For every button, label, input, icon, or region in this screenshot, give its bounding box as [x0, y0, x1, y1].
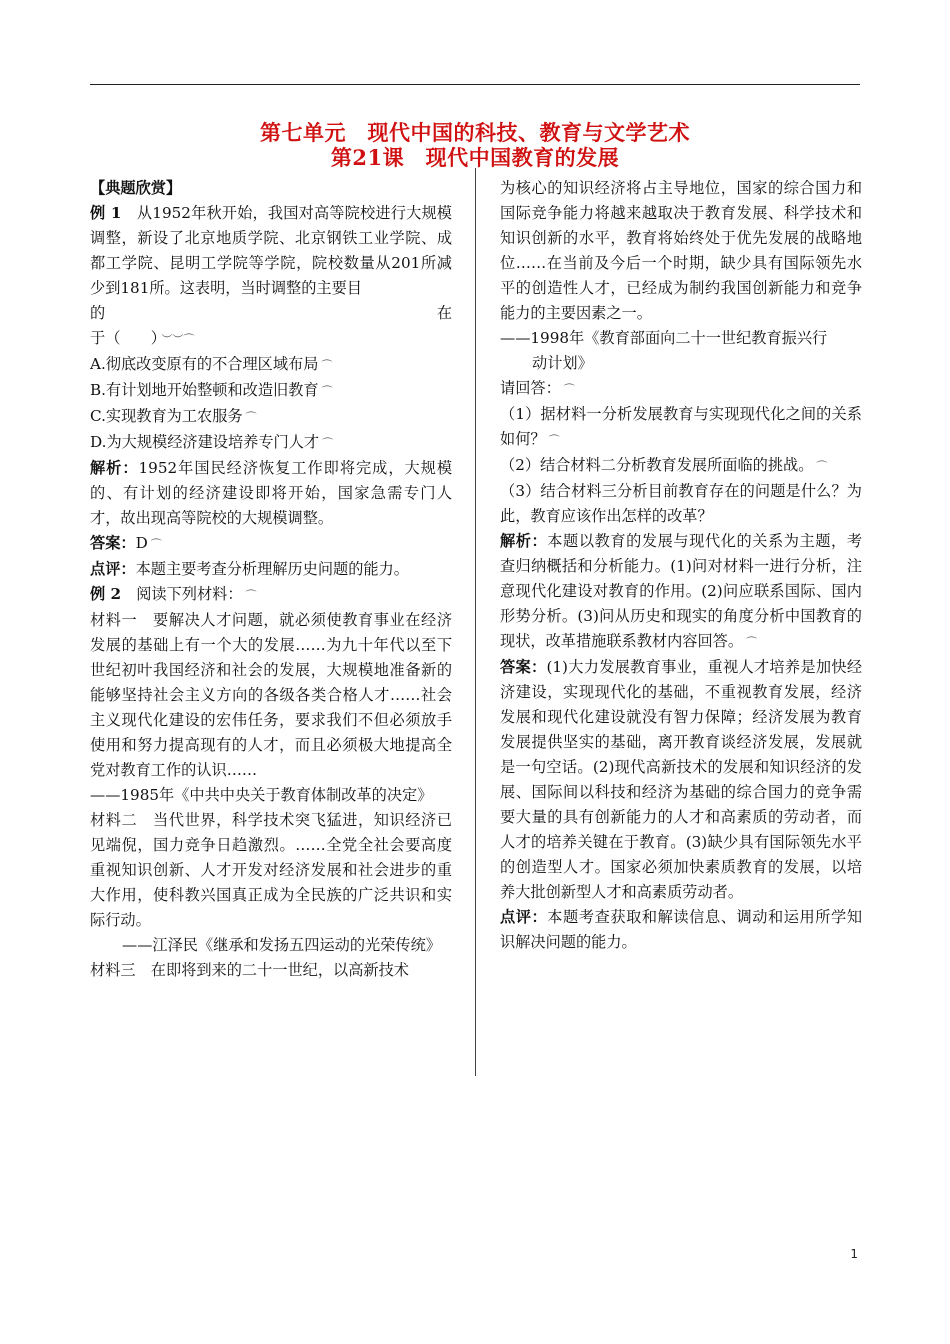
- example1-stem-spread: [90, 301, 452, 326]
- example2-comment: [500, 905, 862, 955]
- example2-label: 例 2: [90, 585, 122, 603]
- header-rule: [90, 84, 860, 85]
- example1-stem-text: 从1952年秋开始，我国对高等院校进行大规模调整，新设了北京地质学院、北京钢铁工业学院、成都工学院、昆明工学院等学院，院校数量从201所减少到181所。这表明，当时调整的主要目: [90, 204, 452, 297]
- paragraph-mark-icon: ⌒: [321, 385, 333, 398]
- question-2-text: （2）结合材料二分析教育发展所面临的挑战。: [500, 456, 814, 474]
- paragraph-mark-icon: ⌒: [245, 411, 257, 424]
- paragraph-mark-icon: ⌒: [816, 460, 828, 473]
- material-2: 材料二 当代世界，科学技术突飞猛进，知识经济已见端倪，国力竞争日趋激烈。……全党全社会要高度重视知识创新、人才开发对经济发展和社会进步的重大作用，使科教兴国真正成为全民族的广泛共识和实际行动。: [90, 811, 452, 929]
- source-text: ——1998年《教育部面向二十一世纪教育振兴行: [500, 329, 828, 347]
- analysis-text: 1952年国民经济恢复工作即将完成，大规模的、有计划的经济建设即将开始，国家急需专门人才，故出现高等院校的大规模调整。: [90, 459, 453, 527]
- analysis-text: 本题以教育的发展与现代化的关系为主题，考查归纳概括和分析能力。(1)问对材料一进行分析，注意现代化建设对教育的作用。(2)问应联系国际、国内形势分析。(3)问从历史和现实的角度分析中国教育的现状，改革措施联系教材内容回答。: [500, 532, 863, 650]
- question-1: [500, 402, 862, 453]
- page-number: 1: [850, 1247, 858, 1261]
- option-d-text: D.为大规模经济建设培养专门人才: [90, 433, 320, 451]
- left-column: [90, 176, 452, 983]
- analysis-label: 解析：: [90, 459, 139, 477]
- example1-label: 例 1: [90, 204, 122, 222]
- answer-text: D: [135, 534, 148, 552]
- paragraph-mark-icon: ⌒: [245, 589, 257, 602]
- question-1-text: （1）据材料一分析发展教育与实现现代化之间的关系如何？: [500, 405, 862, 448]
- material-3-source-1: [500, 326, 862, 351]
- stem-fragment: 的: [90, 304, 106, 322]
- example2-analysis: [500, 529, 862, 655]
- option-a: [90, 352, 452, 378]
- title-block: [0, 120, 950, 170]
- example2-answer: [500, 655, 862, 905]
- option-b-text: B.有计划地开始整顿和改造旧教育: [90, 381, 319, 399]
- option-a-text: A.彻底改变原有的不合理区域布局: [90, 355, 319, 373]
- comment-label: 点评：: [90, 560, 136, 578]
- stem-fragment: 在: [436, 304, 452, 322]
- section-heading: 【典题欣赏】: [90, 179, 182, 197]
- paragraph-mark-icon: ⌒: [746, 636, 757, 649]
- material-3-start: 材料三 在即将到来的二十一世纪，以高新技术: [90, 961, 409, 979]
- material-3-source-2: 动计划》: [532, 354, 593, 372]
- option-c-text: C.实现教育为工农服务: [90, 407, 243, 425]
- answer-label: 答案：: [90, 534, 136, 552]
- right-column: [500, 176, 862, 955]
- example1-stem-end: [90, 326, 452, 352]
- option-c: [90, 404, 452, 430]
- example1-answer: [90, 531, 452, 557]
- comment-label: 点评：: [500, 908, 548, 926]
- lesson-title: 第21课 现代中国教育的发展: [330, 145, 620, 170]
- paragraph-mark-icon: ⌒: [321, 359, 333, 372]
- answer-label: 答案：: [500, 658, 547, 676]
- column-divider: [475, 168, 476, 1076]
- unit-title: 第七单元 现代中国的科技、教育与文学艺术: [260, 120, 690, 145]
- question-3: （3）结合材料三分析目前教育存在的问题是什么？为此，教育应该作出怎样的改革？: [500, 482, 862, 525]
- paragraph-mark-icon: ⌒: [548, 434, 560, 447]
- question-2: [500, 453, 862, 479]
- paragraph-mark-icon: ⌒: [150, 538, 162, 551]
- option-b: [90, 378, 452, 404]
- stem-end-text: 于（ ）: [90, 329, 159, 347]
- material-1: 材料一 要解决人才问题，就必须使教育事业在经济发展的基础上有一个大的发展……为九十年代以至下世纪初叶我国经济和社会的发展，大规模地准备新的能够坚持社会主义方向的各级各类合格人才……社会主义现代化建设的宏伟任务，要求我们不但必须放手使用和努力提高现有的人才，而且必须极大地提高全党对教育工作的认识……: [90, 611, 452, 779]
- example2-intro: [90, 582, 452, 608]
- comment-text: 本题考查获取和解读信息、调动和运用所学知识解决问题的能力。: [500, 908, 863, 951]
- option-d: [90, 430, 452, 456]
- ask-text: 请回答：: [500, 379, 561, 397]
- material-2-source: ——江泽民《继承和发扬五四运动的光荣传统》: [122, 936, 441, 954]
- example2-intro-text: 阅读下列材料：: [121, 585, 243, 603]
- analysis-label: 解析：: [500, 532, 548, 550]
- example1-comment: [90, 557, 452, 582]
- example1-analysis: [90, 456, 452, 531]
- material-3-cont: 为核心的知识经济将占主导地位，国家的综合国力和国际竞争能力将越来越取决于教育发展、科学技术和知识创新的水平，教育将始终处于优先发展的战略地位……在当前及今后一个时期，缺少具有国际领先水平的创造性人才，已经成为制约我国创新能力和竞争能力的主要因素之一。: [500, 179, 862, 322]
- comment-text: 本题主要考查分析理解历史问题的能力。: [135, 560, 409, 578]
- example1-stem: [90, 201, 452, 301]
- ask-prompt: [500, 376, 862, 402]
- answer-text: (1)大力发展教育事业，重视人才培养是加快经济建设，实现现代化的基础，不重视教育发展，经济发展和现代化建设就没有智力保障；经济发展为教育发展提供坚实的基础，离开教育谈经济发展，发展就是一句空话。(2)现代高新技术的发展和知识经济的发展、国际间以科技和经济为基础的综合国力的竞争需要大量的具有创新能力的人才和高素质的劳动者，而人才的培养关键在于教育。(3)缺少具有国际领先水平的创造型人才。国家必须加快素质教育的发展，以培养大批创新型人才和高素质劳动者。: [500, 658, 863, 901]
- paragraph-mark-icon: ︶︶⌒: [161, 333, 195, 346]
- paragraph-mark-icon: ⌒: [563, 383, 575, 396]
- material-1-source: ——1985年《中共中央关于教育体制改革的决定》: [90, 786, 433, 804]
- paragraph-mark-icon: ⌒: [322, 437, 334, 450]
